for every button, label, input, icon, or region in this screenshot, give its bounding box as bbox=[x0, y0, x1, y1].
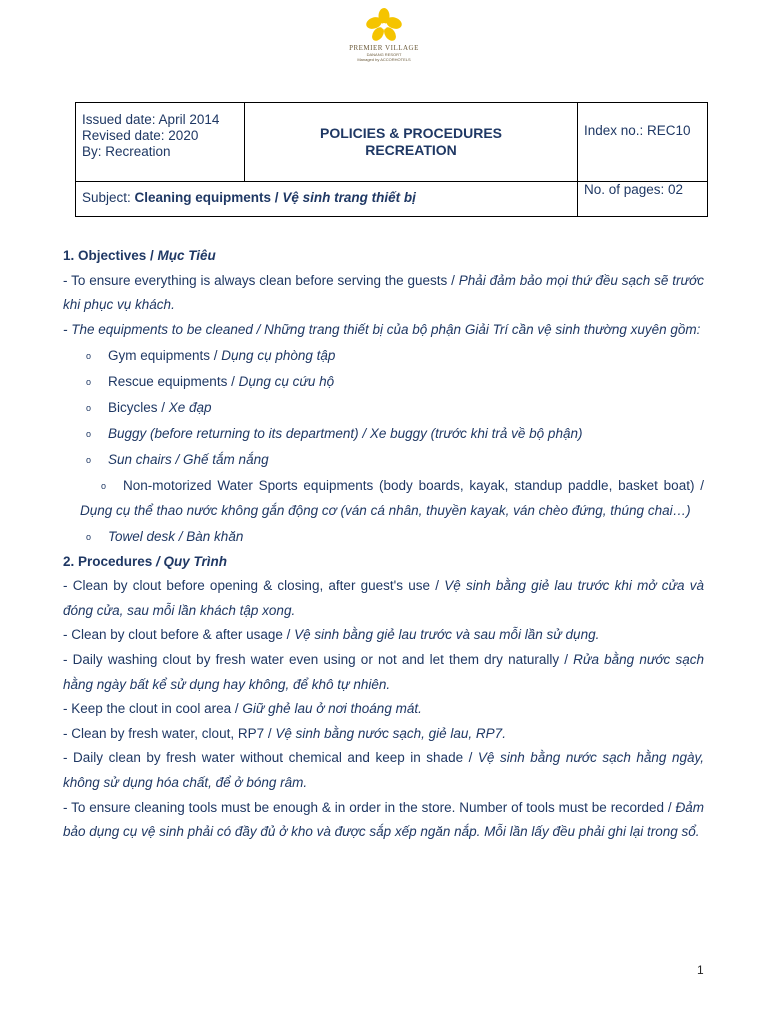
page-number: 1 bbox=[697, 963, 704, 977]
bullet-icon: o bbox=[86, 350, 92, 361]
hotel-logo bbox=[340, 8, 428, 76]
issued-by: By: Recreation bbox=[82, 144, 171, 159]
document-header-table bbox=[75, 102, 708, 217]
subject-cell bbox=[76, 182, 578, 217]
procedure-item: - Daily washing clout by fresh water even using or not and let them dry naturally / Rửa bằng nước sạch hằng ngày bất kể sử dụng hay không, để khô tự nhiên. bbox=[63, 652, 704, 692]
department-title: RECREATION bbox=[365, 142, 457, 158]
objectives-heading: 1. Objectives / Mục Tiêu bbox=[63, 248, 216, 263]
bullet-icon: o bbox=[86, 532, 92, 543]
procedure-item: - To ensure cleaning tools must be enough & in order in the store. Number of tools must be recorded / Đảm bảo dụng cụ vệ sinh phải có đầy đủ ở kho và được sắp xếp ngăn nắp. Mỗi lần lấy đều phải ghi lại trong sổ. bbox=[63, 799, 704, 840]
procedure-item: - Daily clean by fresh water without chemical and keep in shade / Vệ sinh bằng nước sạch hằng ngày, không sử dụng hóa chất, để ở bóng râm. bbox=[63, 750, 704, 790]
equipment-intro: - The equipments to be cleaned / Những trang thiết bị của bộ phận Giải Trí cần vệ sinh thường xuyên gồm: bbox=[63, 321, 701, 337]
subject-label: Subject: bbox=[82, 190, 135, 205]
revised-date: Revised date: 2020 bbox=[82, 128, 199, 143]
bullet-icon: o bbox=[86, 376, 92, 387]
procedure-item: - Clean by clout before & after usage / Vệ sinh bằng giẻ lau trước và sau mỗi lần sử dụng. bbox=[63, 627, 600, 643]
flower-logo-icon bbox=[366, 8, 402, 42]
procedure-item: - Clean by clout before opening & closing, after guest's use / Vệ sinh bằng giẻ lau trước khi mở cửa và đóng cửa, sau mỗi lần khách tập xong. bbox=[63, 578, 704, 618]
list-item: o Towel desk / Bàn khăn bbox=[86, 525, 704, 550]
issued-date: Issued date: April 2014 bbox=[82, 112, 220, 127]
bullet-icon: o bbox=[86, 455, 92, 466]
bullet-icon: o bbox=[86, 429, 92, 440]
logo-managed: Managed by ACCORHOTELS bbox=[357, 57, 411, 62]
index-number: Index no.: REC10 bbox=[578, 103, 708, 182]
subject-en: Cleaning equipments / bbox=[134, 190, 283, 205]
procedure-item: - Clean by fresh water, clout, RP7 / Vệ sinh bằng nước sạch, giẻ lau, RP7. bbox=[63, 725, 506, 741]
list-item: o Non-motorized Water Sports equipments (body boards, kayak, standup paddle, basket boat) / Dụng cụ thể thao nước không gắn động cơ (ván cá nhân, thuyền kayak, ván chèo đứng, thúng chai…) bbox=[63, 474, 704, 523]
subject-vi: Vệ sinh trang thiết bị bbox=[282, 190, 416, 205]
logo-brand: PREMIER VILLAGE bbox=[349, 44, 419, 52]
procedure-item: - Keep the clout in cool area / Giữ ghẻ lau ở nơi thoáng mát. bbox=[63, 701, 422, 717]
bullet-icon: o bbox=[86, 403, 92, 414]
logo-subline: DANANG RESORT bbox=[366, 52, 402, 57]
list-item: o Sun chairs / Ghế tắm nắng bbox=[86, 448, 704, 473]
title-cell bbox=[245, 103, 578, 182]
procedures-heading: 2. Procedures / Quy Trình bbox=[63, 553, 228, 569]
document-title: POLICIES & PROCEDURES bbox=[319, 125, 503, 141]
issue-info-cell bbox=[76, 103, 245, 182]
objective-paragraph: - To ensure everything is always clean before serving the guests / Phải đảm bảo mọi thứ đều sạch sẽ trước khi phục vụ khách. bbox=[63, 272, 704, 313]
list-item: o Bicycles / Xe đạp bbox=[86, 396, 704, 421]
bullet-icon: o bbox=[101, 481, 107, 492]
list-item: o Gym equipments / Dụng cụ phòng tập bbox=[86, 344, 704, 369]
list-item: o Buggy (before returning to its department) / Xe buggy (trước khi trả về bộ phận) bbox=[86, 422, 704, 447]
document-body bbox=[63, 244, 704, 845]
list-item: o Rescue equipments / Dụng cụ cứu hộ bbox=[86, 370, 704, 395]
page-count: No. of pages: 02 bbox=[578, 182, 708, 217]
